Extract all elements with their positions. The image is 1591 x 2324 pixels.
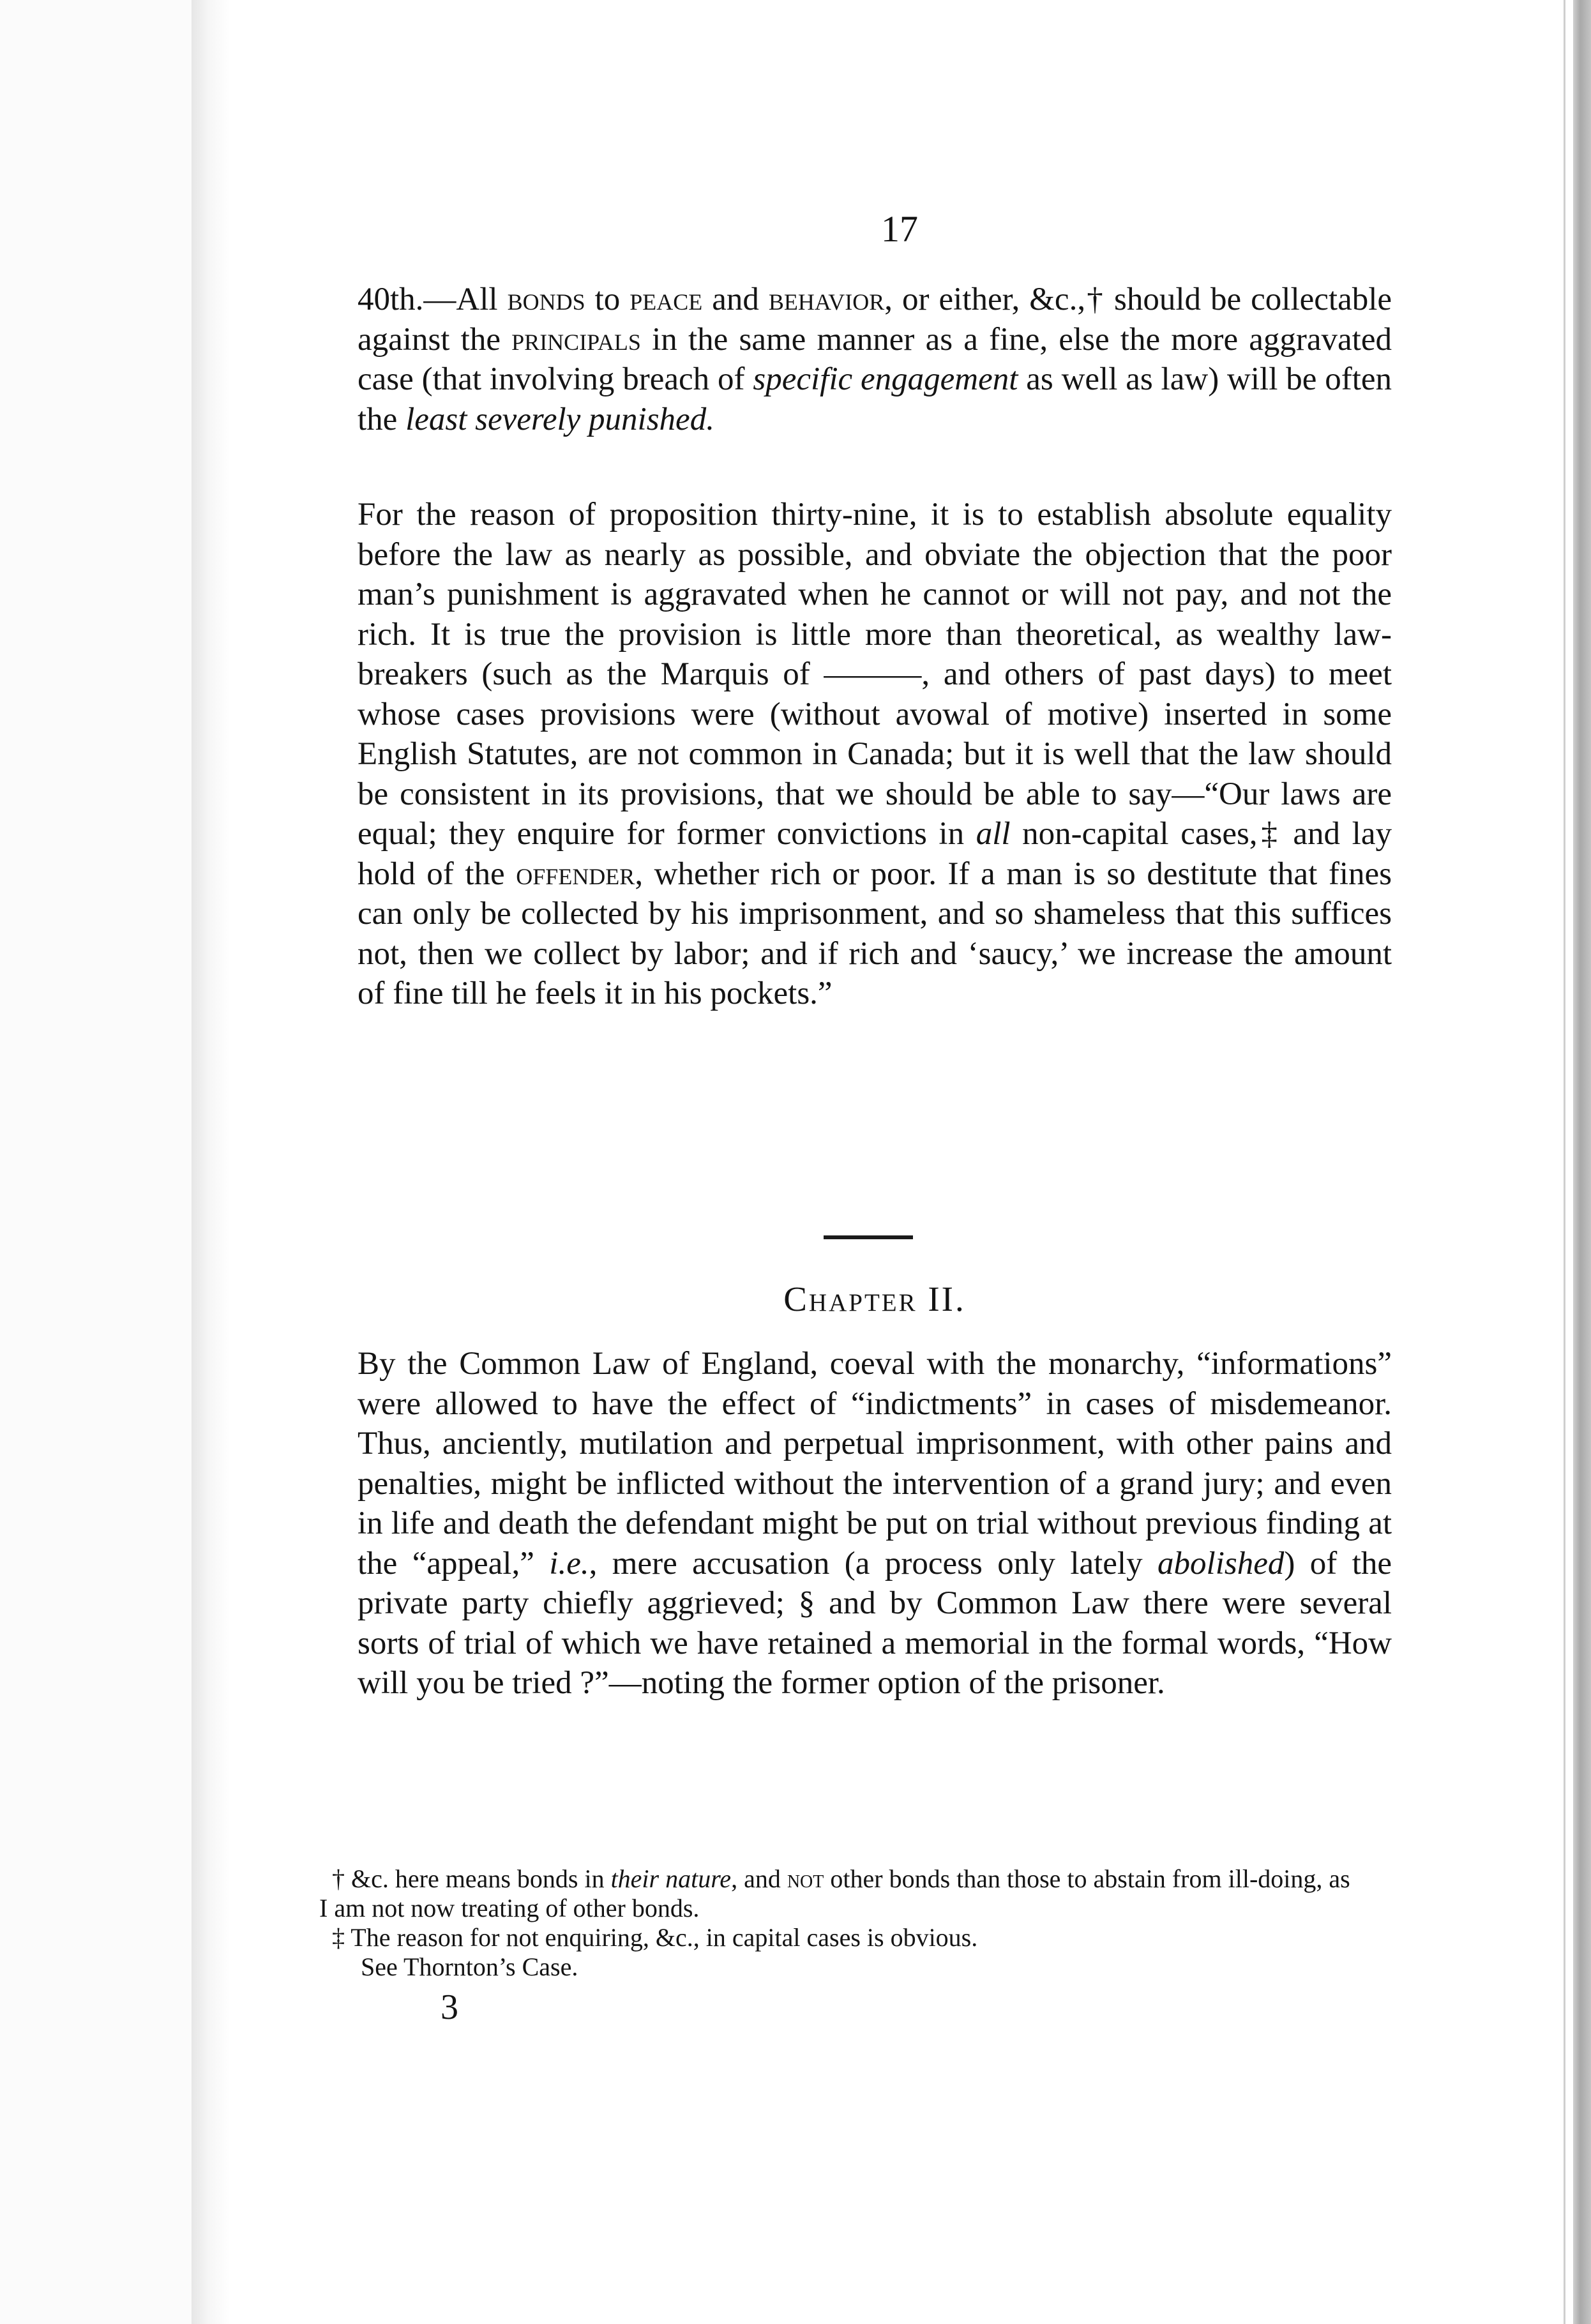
- page-number: 17: [881, 208, 918, 250]
- paragraph-40th: [358, 280, 1392, 439]
- paragraph-40th-segment: 40th.—All: [358, 282, 508, 317]
- paragraph-reason-segment: , whether rich or poor. If a man is so destitute that fines can only be collected by his imprisonment, and so shameless that this suffices not, then we collect by labor; and if rich and ‘saucy,’ we increase the amount of fine till he feels it in his pockets.”: [358, 856, 1392, 1011]
- paragraph-40th-segment: principals: [511, 321, 641, 358]
- paragraph-common-law-segment: , mere accusation (a process only lately: [589, 1545, 1158, 1581]
- paragraph-reason-segment: all: [976, 816, 1011, 852]
- paragraph-40th-segment: least severely punished.: [405, 401, 714, 437]
- footnote-dagger-segment: their nature: [610, 1864, 732, 1893]
- paragraph-40th-segment: behavior: [768, 282, 885, 317]
- footnote-dagger-segment: other bonds than those to abstain from ill-doing, as I am not now treating of other bonds.: [319, 1864, 1350, 1922]
- paragraph-40th-segment: peace: [630, 282, 703, 317]
- section-divider: [824, 1235, 913, 1239]
- page-gutter: [192, 0, 230, 2324]
- chapter-title: Chapter II.: [783, 1279, 966, 1318]
- paragraph-common-law-segment: ) of the private party chiefly aggrieved; § and by Common Law there were several sorts of trial of which we have retained a memorial in the formal words, “How will you be tried ?”—noting the former option of the prisoner.: [358, 1545, 1392, 1701]
- paragraph-reason-segment: offender: [516, 856, 635, 892]
- page-edge-line: [1564, 0, 1565, 2324]
- paragraph-common-law-segment: i.e.: [549, 1545, 589, 1581]
- footnote-dagger-segment: , and: [731, 1864, 787, 1893]
- footnote-see: See Thornton’s Case.: [361, 1952, 578, 1981]
- paragraph-40th-segment: in the same manner as a fine, else the more aggravated case (that involving breach of: [358, 321, 1392, 397]
- paragraph-common-law-segment: abolished: [1157, 1545, 1285, 1581]
- paragraph-reason-segment: For the reason of proposition thirty-nine, it is to establish absolute equality before the law as nearly as possible, and obviate the objection that the poor man’s punishment is aggravated when he cannot or will not pay, and not the rich. It is true the provision is little more than theoretical, as wealthy law-breakers (such as the Marquis of ———, and others of past days) to meet whose cases provisions were (without avowal of motive) inserted in some English Statutes, are not common in Canada; but it is well that the law should be consistent in its provisions, that we should be able to say—“Our laws are equal; they enquire for former convictions in: [358, 497, 1392, 852]
- page-edge: [1573, 0, 1591, 2324]
- paragraph-40th-segment: bonds: [507, 282, 585, 317]
- footnote-dagger-segment: † &c. here means bonds in: [332, 1864, 611, 1893]
- footnote-double-dagger: ‡ The reason for not enquiring, &c., in capital cases is obvious.: [332, 1923, 978, 1952]
- left-page-fragment: [0, 0, 192, 2324]
- paragraph-common-law-segment: By the Common Law of England, coeval with the monarchy, “informations” were allowed to have the effect of “indictments” in cases of misdemeanor. Thus, anciently, mutilation and perpetual imprisonment, with other pains and penalties, might be inflicted without the intervention of a grand jury; and even in life and death the defendant might be put on trial without previous finding at the “appeal,”: [358, 1346, 1392, 1581]
- paragraph-40th-segment: specific engagement: [753, 361, 1018, 397]
- paragraph-40th-segment: to: [585, 282, 630, 317]
- paragraph-common-law: [358, 1344, 1392, 1703]
- paragraph-reason: [358, 495, 1392, 1014]
- paragraph-40th-segment: as well as law) will be often the: [358, 361, 1392, 437]
- paragraph-40th-segment: and: [702, 282, 769, 317]
- footnotes: [319, 1864, 1353, 1982]
- footnote-dagger: [319, 1864, 1353, 1923]
- paragraph-reason-segment: non-capital cases,‡ and lay hold of the: [358, 816, 1392, 892]
- paragraph-40th-segment: , or either, &c.,† should be collectable against the: [358, 282, 1392, 358]
- signature-mark: 3: [441, 1988, 458, 2027]
- footnote-dagger-segment: not: [787, 1864, 824, 1893]
